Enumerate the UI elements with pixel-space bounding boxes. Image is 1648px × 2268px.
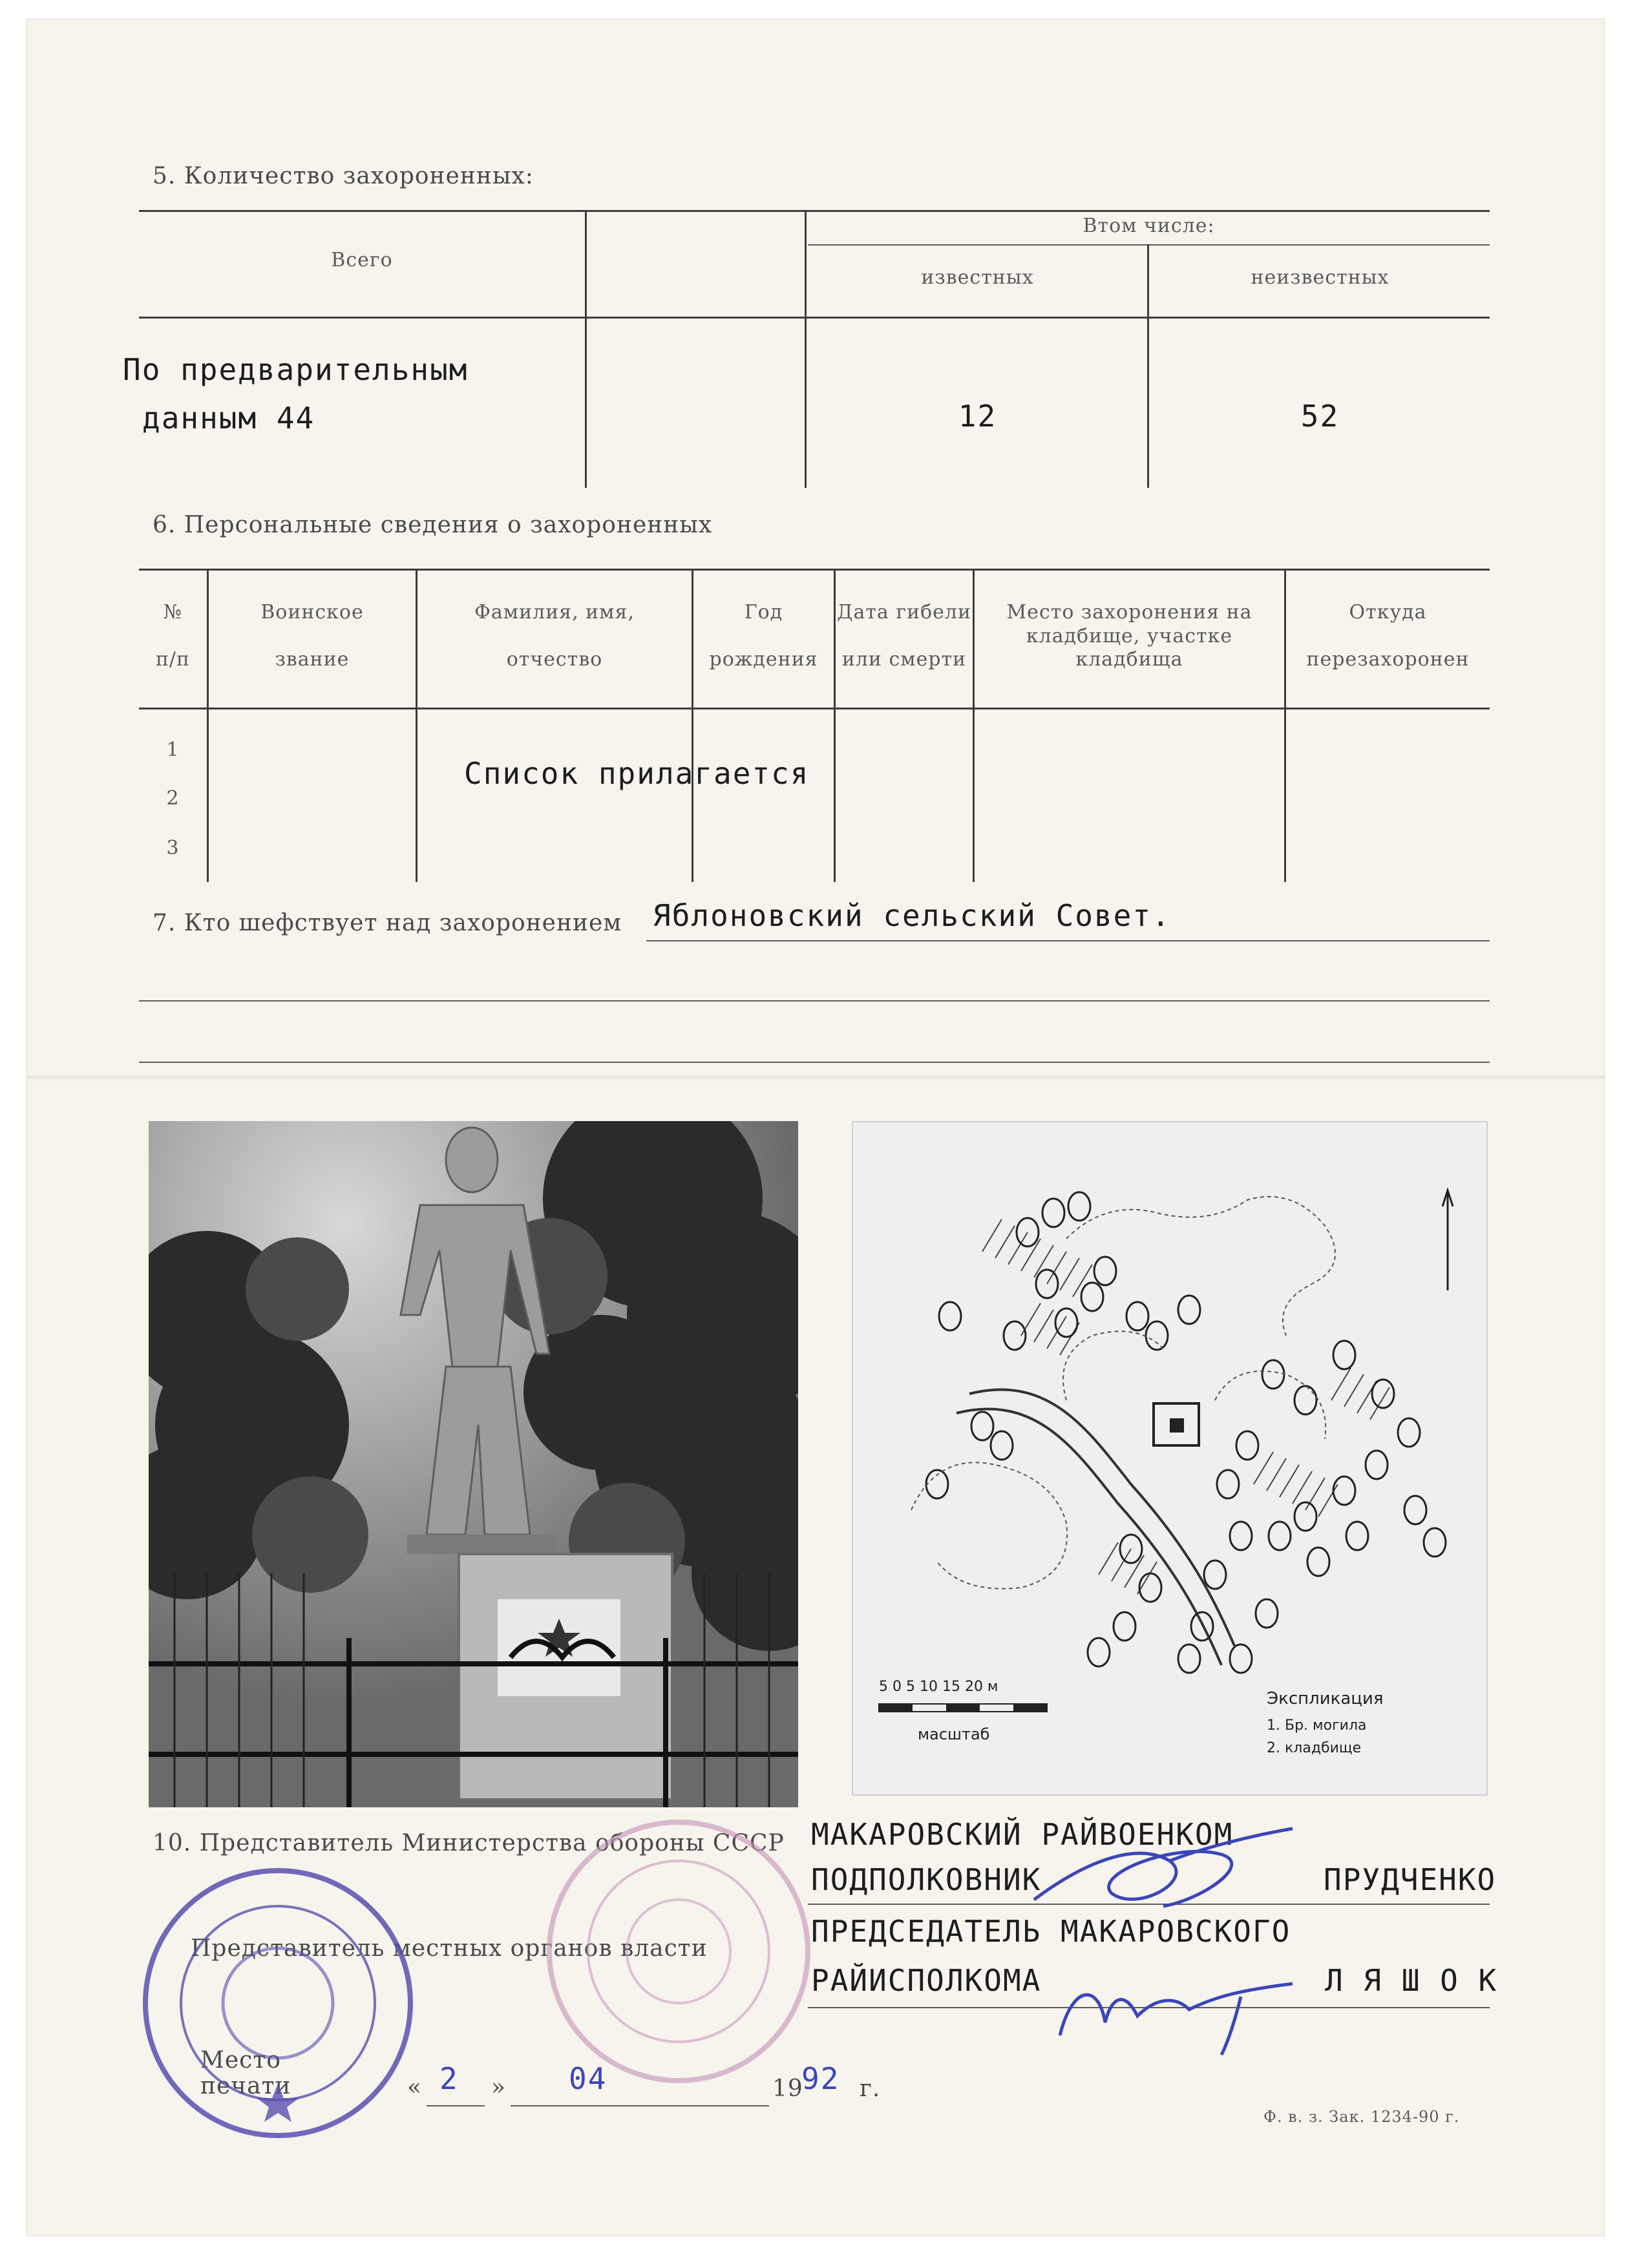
section6-title: 6. Персональные сведения о захороненных — [153, 512, 713, 538]
map-scale-numbers: 5 0 5 10 15 20 м — [879, 1679, 998, 1695]
rank-header-1: Воинское — [260, 601, 364, 624]
date-day: 2 — [439, 2061, 459, 2096]
section7-label: 7. Кто шефствует над захоронением — [153, 910, 622, 936]
table5-divider-1 — [585, 210, 587, 488]
date-day-underline — [427, 2105, 485, 2106]
row-number-1: 1 — [166, 739, 180, 761]
birth-header-2: рождения — [709, 648, 818, 671]
rank-header-2: звание — [275, 648, 350, 671]
place-header-1: Место захоронения на — [1006, 601, 1252, 624]
section5-title: 5. Количество захороненных: — [153, 163, 534, 189]
officer-rank: ПОДПОЛКОВНИК — [811, 1862, 1042, 1897]
date-month: 04 — [569, 2061, 607, 2096]
unknown-value: 52 — [1300, 399, 1340, 434]
col-known-header: известных — [921, 266, 1034, 289]
col-including-header: Втом числе: — [1083, 215, 1215, 237]
table5-divider-3 — [1147, 244, 1149, 488]
death-header-1: Дата гибели — [837, 601, 971, 624]
map-legend-item-1: 1. Бр. могила — [1267, 1717, 1367, 1734]
from-header-2: перезахоронен — [1306, 648, 1470, 671]
table5-top-line — [139, 210, 1490, 212]
date-year-prefix: 19 — [772, 2075, 803, 2102]
col-total-header: Всего — [331, 249, 393, 271]
military-office: МАКАРОВСКИЙ РАЙВОЕНКОМ — [811, 1817, 1234, 1852]
section7-underline-2 — [139, 1000, 1490, 1002]
patron-value: Яблоновский сельский Совет. — [653, 898, 1171, 933]
stamp-place-label-1: Место — [200, 2047, 281, 2074]
table5-divider-2 — [805, 210, 807, 488]
date-year-suffix: 92 — [801, 2061, 840, 2096]
map-scale-label: масштаб — [918, 1725, 990, 1743]
monument-photo — [149, 1121, 798, 1807]
from-header-1: Откуда — [1349, 601, 1427, 624]
row-number-3: 3 — [166, 837, 180, 859]
chairman-name: Л Я Ш О К — [1325, 1963, 1498, 1998]
table6-header-bottom — [139, 708, 1490, 709]
col-unknown-header: неизвестных — [1251, 266, 1389, 289]
date-month-underline — [511, 2105, 769, 2106]
map-legend-item-2: 2. кладбище — [1267, 1740, 1362, 1756]
chairman-line1: ПРЕДСЕДАТЕЛЬ МАКАРОВСКОГО — [811, 1914, 1291, 1949]
section10-label: 10. Представитель Министерства обороны СССР — [153, 1830, 785, 1856]
signature-chairman — [1047, 1958, 1318, 2061]
row-number-2: 2 — [166, 787, 180, 810]
page-fold — [27, 1076, 1604, 1081]
table6-top-line — [139, 569, 1490, 571]
place-header-3: кладбища — [1075, 648, 1183, 671]
name-header-2: отчество — [506, 648, 603, 671]
chairman-line2: РАЙИСПОЛКОМА — [811, 1963, 1042, 1998]
name-header-1: Фамилия, имя, — [474, 601, 635, 624]
monument-photo-drawing — [149, 1121, 798, 1807]
map-drawing — [853, 1122, 1486, 1794]
military-commissariat-stamp — [129, 1861, 427, 2145]
local-authority-label: Представитель местных органов власти — [191, 1935, 708, 1962]
list-attached-note: Список прилагается — [464, 756, 810, 791]
print-info: Ф. в. з. Зак. 1234-90 г. — [1263, 2108, 1460, 2126]
section7-underline-1 — [646, 940, 1490, 941]
burial-site-map — [852, 1121, 1488, 1796]
birth-header-1: Год — [744, 601, 783, 624]
date-close-quote: » — [491, 2074, 507, 2101]
signature-commissar — [1008, 1822, 1305, 1932]
table5-header-bottom — [139, 317, 1490, 319]
stamp-place-label-2: печати — [200, 2073, 291, 2099]
total-value-line1: По предварительным — [123, 352, 469, 387]
known-value: 12 — [958, 399, 997, 434]
num-header-2: п/п — [155, 648, 191, 671]
place-header-2: кладбище, участке — [1026, 625, 1233, 647]
total-value-line2: данным 44 — [142, 401, 315, 436]
death-header-2: или смерти — [841, 648, 967, 671]
section7-underline-3 — [139, 1062, 1490, 1063]
officer-name: ПРУДЧЕНКО — [1324, 1862, 1497, 1897]
map-legend-title: Экспликация — [1267, 1689, 1384, 1708]
map-scale-bar — [879, 1704, 1047, 1712]
date-year-mark: г. — [860, 2075, 881, 2102]
date-open-quote: « — [407, 2074, 423, 2101]
num-header-1: № — [163, 601, 183, 624]
council-stamp — [536, 1812, 821, 2090]
